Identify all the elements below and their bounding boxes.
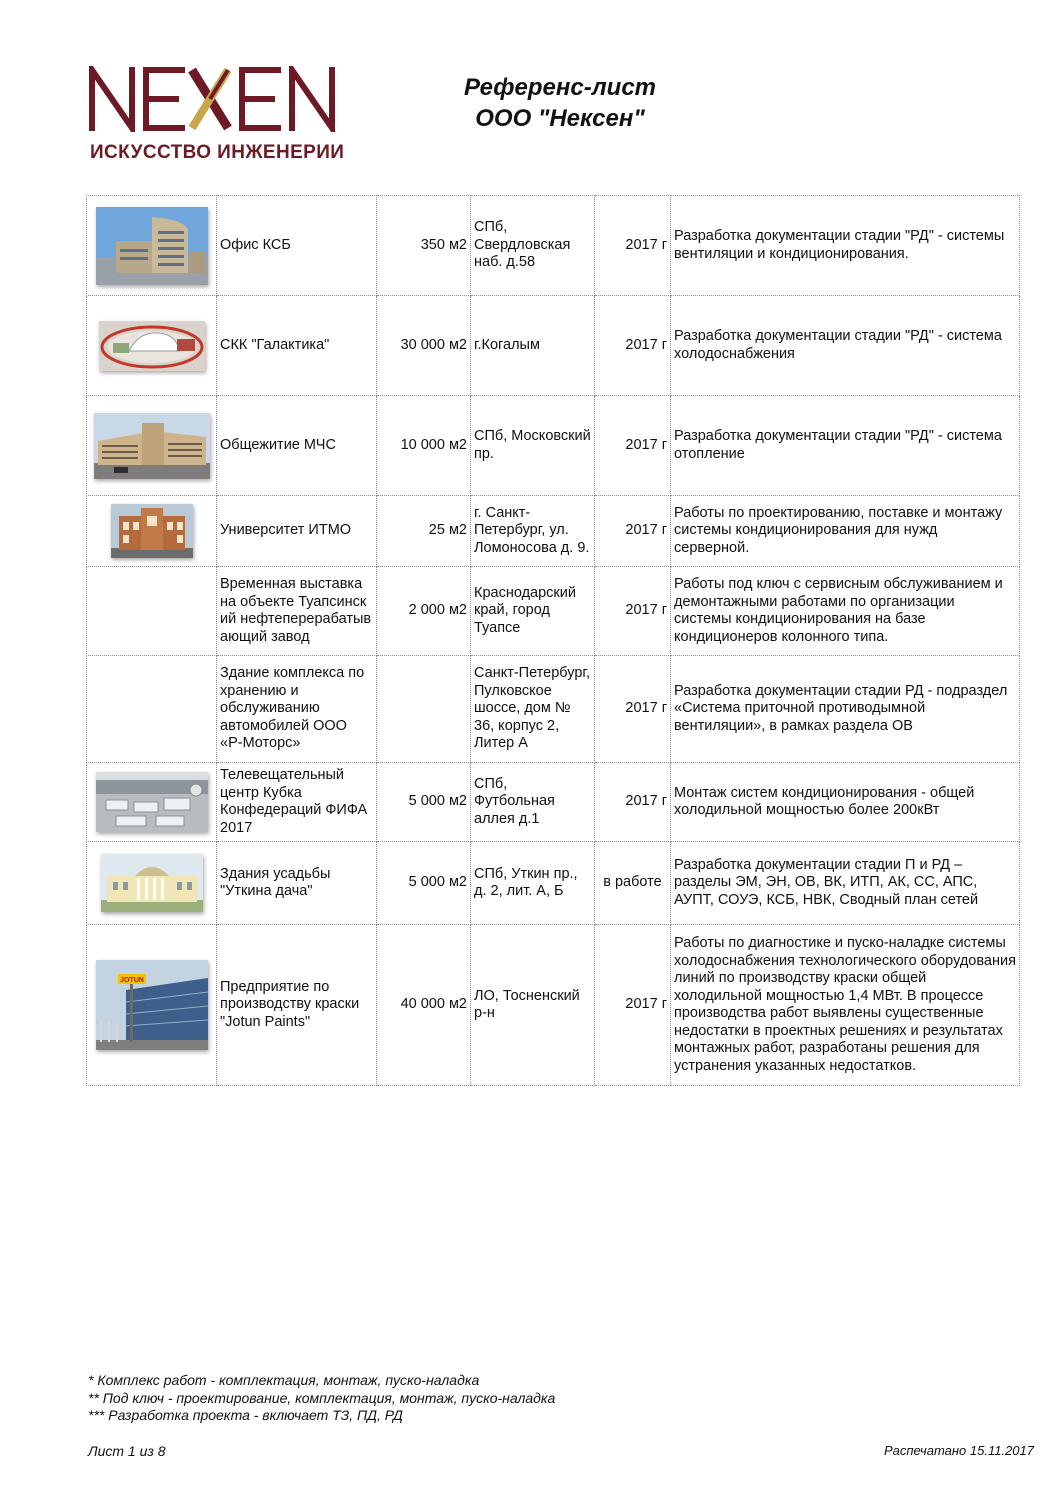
object-address: Санкт-Петербург, Пулковское шоссе, дом № 36, корпус 2, Литер А [471,656,595,763]
object-address: СПб, Уткин пр., д. 2, лит. А, Б [471,842,595,925]
photo-cell [87,925,217,1086]
page-title [410,72,710,134]
manor-render [101,854,203,912]
photo-cell [87,196,217,296]
object-description: Монтаж систем кондиционирования - общей холодильной мощностью более 200кВт [671,763,1020,842]
logo-tagline: ИСКУССТВО ИНЖЕНЕРИИ [90,142,345,163]
object-address: г. Санкт-Петербург, ул. Ломоносова д. 9. [471,496,595,567]
object-address: СПб, Московский пр. [471,396,595,496]
object-name: Общежитие МЧС [217,396,377,496]
object-area: 350 м2 [377,196,471,296]
photo-cell [87,842,217,925]
object-area: 2 000 м2 [377,567,471,656]
jotun-sign-text: JOTUN [119,977,144,984]
title-line-1: Референс-лист [463,74,657,101]
table-row [87,296,1020,396]
object-name: Телевещательный центр Кубка Конфедераций ФИФА 2017 [217,763,377,842]
title-line-2: ООО "Нексен" [475,105,645,132]
office-building-photo [96,207,208,285]
photo-cell [87,567,217,656]
university-building-photo [111,504,193,558]
page-number: Лист 1 из 8 [88,1443,166,1459]
object-description: Разработка документации стадии РД - подраздел «Система приточной противодымной вентиляции», в рамках раздела ОВ [671,656,1020,763]
object-address: ЛО, Тосненский р-н [471,925,595,1086]
object-address: Краснодарский край, город Туапсе [471,567,595,656]
object-description: Работы под ключ с сервисным обслуживанием и демонтажными работами по организации системы кондиционирования на базе кондиционеров колонного типа. [671,567,1020,656]
photo-cell [87,396,217,496]
object-name: Университет ИТМО [217,496,377,567]
object-area: 40 000 м2 [377,925,471,1086]
footnotes [88,1372,555,1425]
object-description: Работы по диагностике и пуско-наладке системы холодоснабжения технологического оборудования линий по производству краски общей холодильной мощностью 1,4 МВт. В процессе производства работ выявлены существенные недостатки в проектных решениях и результатах монтажных работ, разработаны решения для устранения указанных недостатков. [671,925,1020,1086]
dormitory-building-photo [94,413,210,479]
object-year: 2017 г [595,296,671,396]
object-description: Разработка документации стадии П и РД – разделы ЭМ, ЭН, ОВ, ВК, ИТП, АК, СС, АПС, АУПТ, СОУЭ, КСБ, НВК, Сводный план сетей [671,842,1020,925]
table-row [87,763,1020,842]
object-year: 2017 г [595,196,671,296]
jotun-factory-photo [96,960,208,1050]
table-row [87,842,1020,925]
table-row [87,656,1020,763]
object-name: Здание комплекса по хранению и обслуживанию автомобилей ООО «Р-Моторс» [217,656,377,763]
object-year: 2017 г [595,396,671,496]
object-area: 5 000 м2 [377,763,471,842]
table-row [87,925,1020,1086]
object-name: Офис КСБ [217,196,377,296]
photo-cell [87,296,217,396]
object-year: 2017 г [595,656,671,763]
object-description: Разработка документации стадии "РД" - системы вентиляции и кондиционирования. [671,196,1020,296]
object-year: 2017 г [595,496,671,567]
footnote-3: *** Разработка проекта - включает ТЗ, ПД, РД [88,1407,403,1423]
object-area: 10 000 м2 [377,396,471,496]
print-date: Распечатано 15.11.2017 [883,1443,1034,1458]
photo-cell [87,496,217,567]
object-year: 2017 г [595,567,671,656]
object-area: 25 м2 [377,496,471,567]
table-row [87,196,1020,296]
table-row [87,496,1020,567]
object-name: Временная выставка на объекте Туапсинский нефтеперерабатывающий завод [217,567,377,656]
company-logo [88,66,358,166]
footnote-1: * Комплекс работ - комплектация, монтаж, пуско-наладка [88,1372,480,1388]
reference-table [86,195,1020,1086]
object-area: 5 000 м2 [377,842,471,925]
object-address: СПб, Свердловская наб. д.58 [471,196,595,296]
object-year: 2017 г [595,925,671,1086]
object-description: Работы по проектированию, поставке и монтажу системы кондиционирования для нужд серверной. [671,496,1020,567]
broadcast-center-photo [96,772,208,832]
object-area [377,656,471,763]
nexen-logo-mark [88,66,350,132]
object-description: Разработка документации стадии "РД" - система холодоснабжения [671,296,1020,396]
table-row [87,396,1020,496]
object-year: в работе [595,842,671,925]
sports-complex-render [99,321,205,371]
object-year: 2017 г [595,763,671,842]
object-description: Разработка документации стадии "РД" - система отопление [671,396,1020,496]
photo-cell [87,763,217,842]
object-area: 30 000 м2 [377,296,471,396]
object-name: Здания усадьбы "Уткина дача" [217,842,377,925]
object-name: СКК "Галактика" [217,296,377,396]
object-name: Предприятие по производству краски "Jotun Paints" [217,925,377,1086]
footnote-2: ** Под ключ - проектирование, комплектация, монтаж, пуско-наладка [88,1389,556,1406]
object-address: г.Когалым [471,296,595,396]
object-address: СПб, Футбольная аллея д.1 [471,763,595,842]
table-row [87,567,1020,656]
photo-cell [87,656,217,763]
